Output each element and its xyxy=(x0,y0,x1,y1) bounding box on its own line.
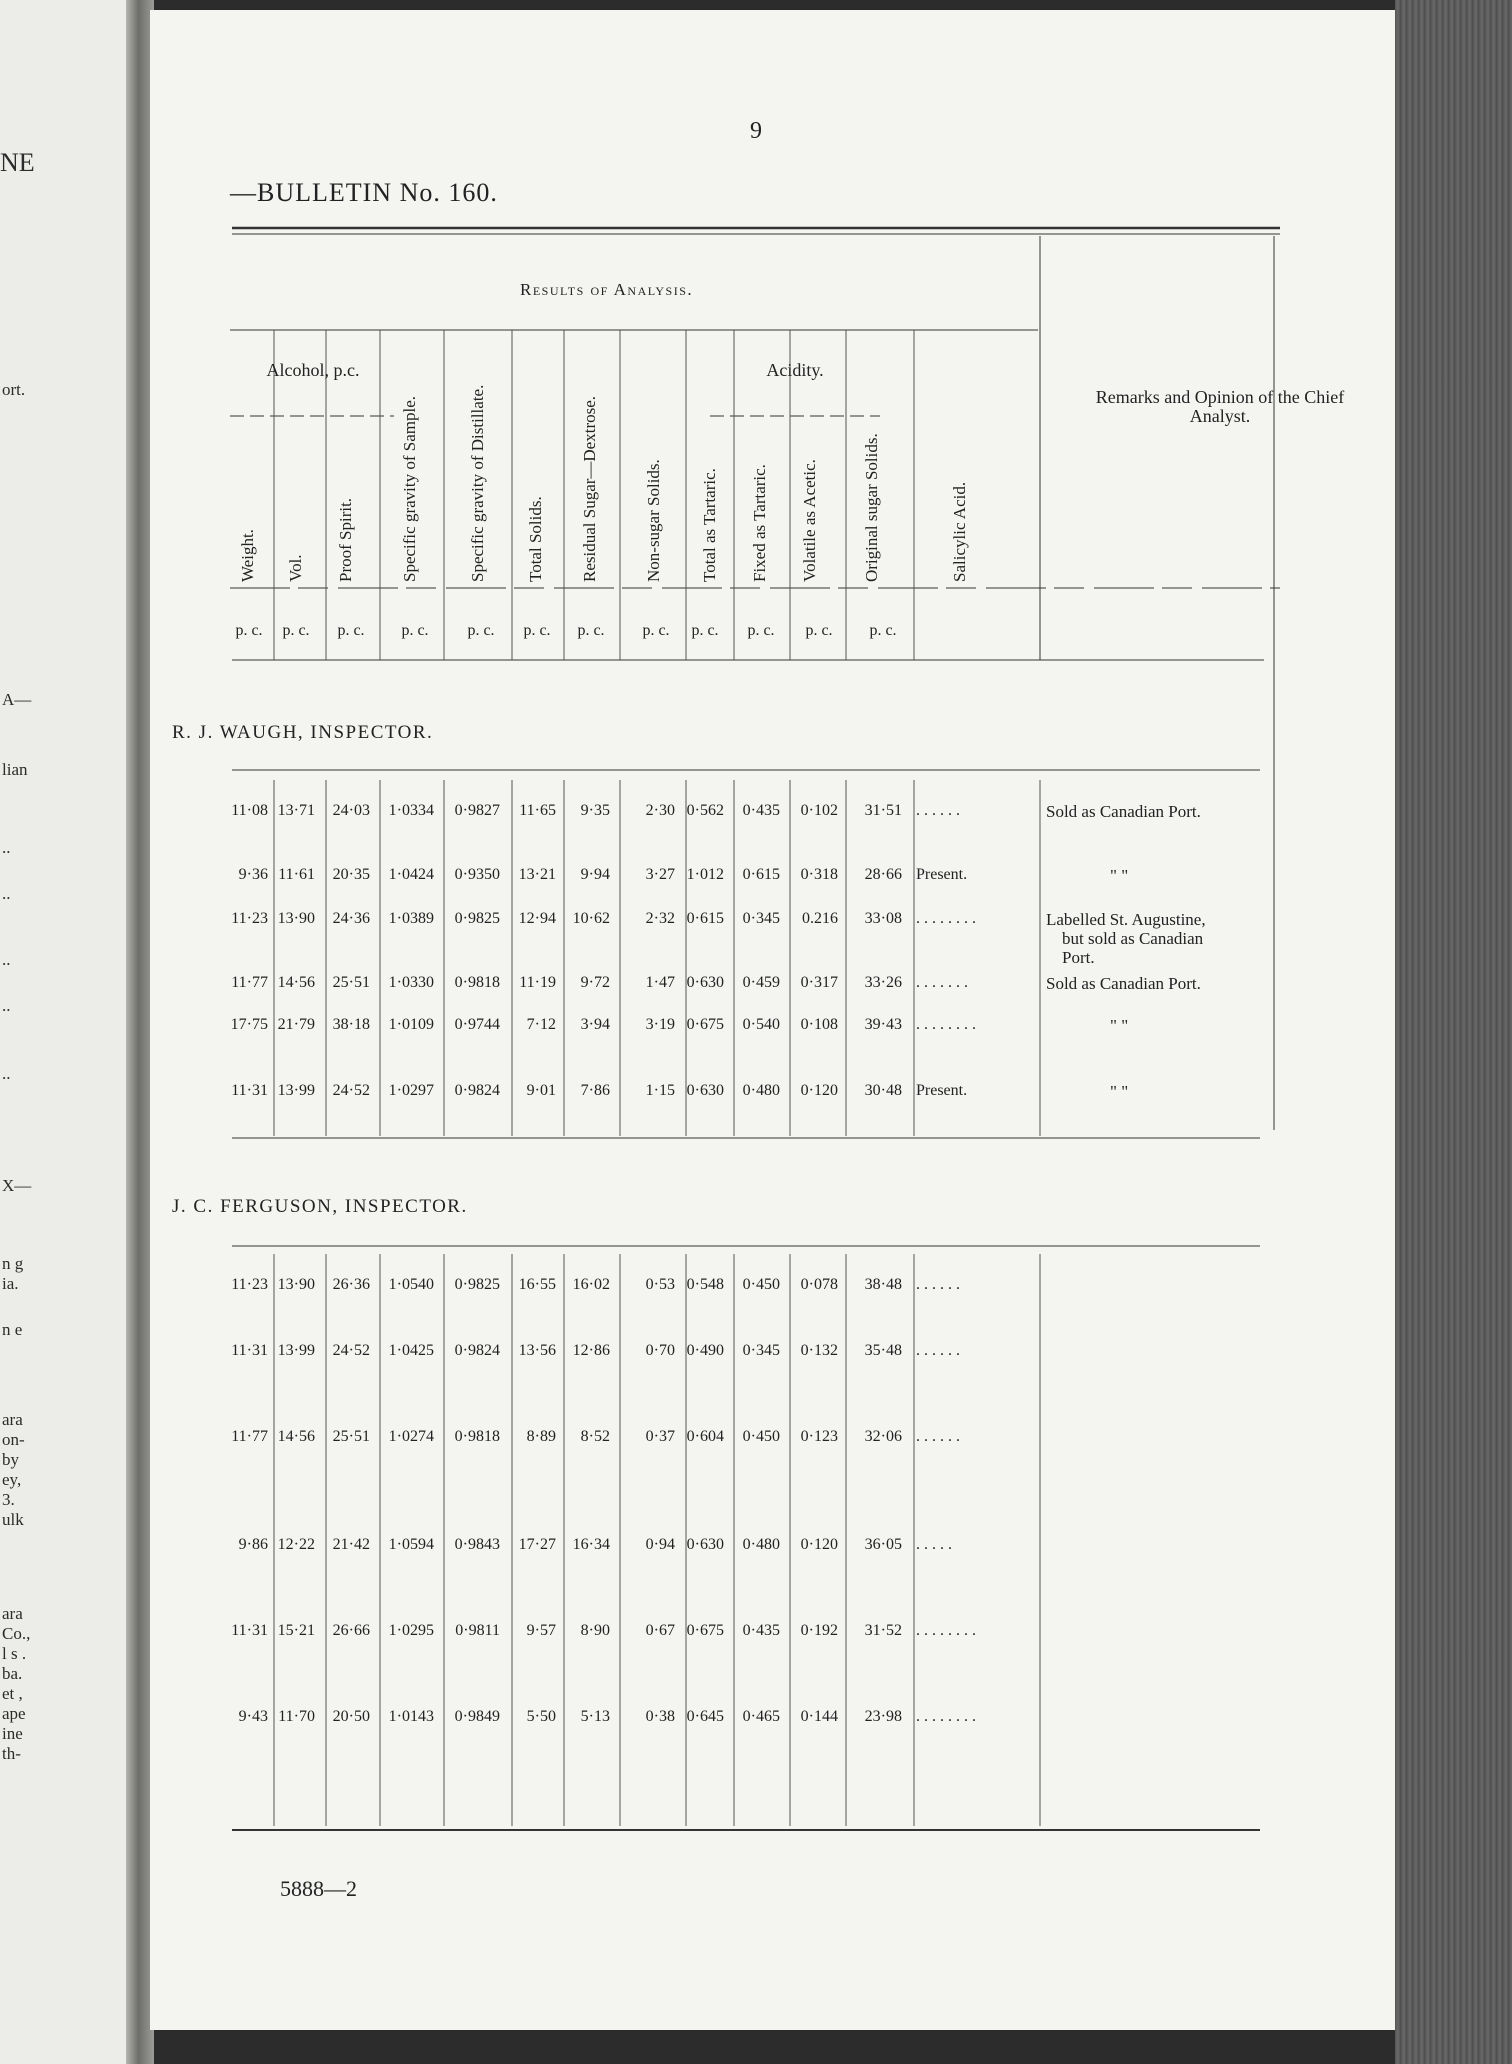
unit-label: p. c. xyxy=(747,622,775,639)
table-cell: 0·317 xyxy=(800,974,838,991)
table-cell: 9·36 xyxy=(238,866,268,883)
table-cell: 36·05 xyxy=(864,1536,902,1553)
table-cell: 21·42 xyxy=(332,1536,370,1553)
table-cell: 13·71 xyxy=(277,802,315,819)
table-cell: 33·08 xyxy=(864,910,902,927)
table-cell: 16·55 xyxy=(518,1276,556,1293)
left-page-fragment: ia. xyxy=(2,1274,19,1293)
table-cell: 24·52 xyxy=(332,1342,370,1359)
left-page-fragment: n e xyxy=(2,1320,23,1339)
remark-line: Port. xyxy=(1062,948,1095,967)
unit-label: p. c. xyxy=(282,622,310,639)
left-page-fragment: ulk xyxy=(2,1510,24,1529)
table-cell: 0·318 xyxy=(800,866,838,883)
table-cell: 15·21 xyxy=(277,1622,315,1639)
table-cell: 1·15 xyxy=(645,1082,675,1099)
document-page xyxy=(150,10,1395,2030)
unit-label: p. c. xyxy=(467,622,495,639)
table-cell: 14·56 xyxy=(277,1428,315,1445)
remark-line: but sold as Canadian xyxy=(1062,929,1204,948)
remark-line: " " xyxy=(1110,1016,1129,1035)
bulletin-title: —BULLETIN No. 160. xyxy=(230,178,498,207)
table-cell: 0·480 xyxy=(742,1536,780,1553)
column-header: Residual Sugar—Dextrose. xyxy=(580,395,599,582)
salicylic-acid-cell: . . . . . . xyxy=(916,1342,960,1359)
table-cell: 32·06 xyxy=(864,1428,902,1445)
table-cell: 17·27 xyxy=(518,1536,556,1553)
page-footer-signature: 5888—2 xyxy=(280,1876,357,1901)
table-cell: 0·37 xyxy=(645,1428,675,1445)
table-cell: 38·18 xyxy=(332,1016,370,1033)
table-cell: 1·0274 xyxy=(388,1428,434,1445)
left-page-fragment: .. xyxy=(2,996,11,1015)
remark-line: Sold as Canadian Port. xyxy=(1046,802,1201,821)
unit-label: p. c. xyxy=(523,622,551,639)
salicylic-acid-cell: . . . . . . . . xyxy=(916,1622,976,1639)
salicylic-acid-cell: Present. xyxy=(916,1082,968,1099)
table-cell: 11·31 xyxy=(231,1622,268,1639)
table-cell: 12·86 xyxy=(572,1342,610,1359)
table-cell: 14·56 xyxy=(277,974,315,991)
table-cell: 24·52 xyxy=(332,1082,370,1099)
unit-label: p. c. xyxy=(869,622,897,639)
table-cell: 0·615 xyxy=(742,866,780,883)
table-cell: 0·465 xyxy=(742,1708,780,1725)
column-header: Volatile as Acetic. xyxy=(800,459,819,582)
table-cell: 0·70 xyxy=(645,1342,675,1359)
table-cell: 5·50 xyxy=(526,1708,556,1725)
left-page-fragment: by xyxy=(2,1450,19,1469)
salicylic-acid-cell: . . . . . . xyxy=(916,1276,960,1293)
table-cell: 11·61 xyxy=(278,866,315,883)
table-cell: 0·630 xyxy=(686,1082,724,1099)
table-cell: 3·19 xyxy=(645,1016,675,1033)
table-cell: 24·03 xyxy=(332,802,370,819)
column-header: Specific gravity of Distillate. xyxy=(468,384,487,582)
left-page-fragment: NE xyxy=(0,148,35,177)
table-cell: 0·548 xyxy=(686,1276,724,1293)
column-header: Total as Tartaric. xyxy=(700,468,719,582)
table-cell: 1·0295 xyxy=(388,1622,434,1639)
table-cell: 13·90 xyxy=(277,910,315,927)
table-cell: 2·30 xyxy=(645,802,675,819)
column-header: Original sugar Solids. xyxy=(862,433,881,582)
table-cell: 0·9849 xyxy=(454,1708,500,1725)
table-cell: 0·9818 xyxy=(454,974,500,991)
table-cell: 0·9350 xyxy=(454,866,500,883)
left-page-fragment: .. xyxy=(2,838,11,857)
table-cell: 28·66 xyxy=(864,866,902,883)
table-cell: 5·13 xyxy=(580,1708,610,1725)
table-cell: 8·90 xyxy=(580,1622,610,1639)
left-page-fragment: ine xyxy=(2,1724,23,1743)
left-page-fragment: A— xyxy=(2,690,32,709)
table-cell: 12·22 xyxy=(277,1536,315,1553)
left-page-fragment: .. xyxy=(2,1064,11,1083)
table-cell: 9·35 xyxy=(580,802,610,819)
table-cell: 16·02 xyxy=(572,1276,610,1293)
left-page-fragment: on- xyxy=(2,1430,25,1449)
left-page-fragment: ape xyxy=(2,1704,26,1723)
table-cell: 0·9843 xyxy=(454,1536,500,1553)
results-of-analysis-title: Results of Analysis. xyxy=(520,280,694,299)
table-cell: 33·26 xyxy=(864,974,902,991)
table-cell: 1·012 xyxy=(686,866,724,883)
table-cell: 0·192 xyxy=(800,1622,838,1639)
column-header: Salicylic Acid. xyxy=(950,481,969,582)
table-cell: 0·450 xyxy=(742,1276,780,1293)
table-cell: 1·0425 xyxy=(388,1342,434,1359)
table-cell: 11·31 xyxy=(231,1082,268,1099)
table-cell: 0·9818 xyxy=(454,1428,500,1445)
table-cell: 1·0540 xyxy=(388,1276,434,1293)
table-cell: 30·48 xyxy=(864,1082,902,1099)
left-page-fragment: lian xyxy=(2,760,28,779)
table-cell: 1·47 xyxy=(645,974,675,991)
table-cell: 11·08 xyxy=(231,802,268,819)
left-page-fragment: ba. xyxy=(2,1664,23,1683)
table-cell: 9·86 xyxy=(238,1536,268,1553)
table-cell: 26·66 xyxy=(332,1622,370,1639)
table-cell: 31·51 xyxy=(864,802,902,819)
salicylic-acid-cell: Present. xyxy=(916,866,968,883)
table-cell: 1·0334 xyxy=(388,802,434,819)
table-cell: 0·94 xyxy=(645,1536,675,1553)
table-cell: 0·9824 xyxy=(454,1342,500,1359)
table-cell: 1·0424 xyxy=(388,866,434,883)
left-page-fragment: .. xyxy=(2,884,11,903)
remark-line: " " xyxy=(1110,1082,1129,1101)
table-cell: 0·53 xyxy=(645,1276,675,1293)
table-cell: 38·48 xyxy=(864,1276,902,1293)
table-cell: 3·27 xyxy=(645,866,675,883)
table-cell: 1·0297 xyxy=(388,1082,434,1099)
page-number: 9 xyxy=(750,118,762,144)
table-cell: 13·56 xyxy=(518,1342,556,1359)
table-cell: 20·50 xyxy=(332,1708,370,1725)
table-cell: 1·0594 xyxy=(388,1536,434,1553)
table-cell: 0·675 xyxy=(686,1016,724,1033)
table-cell: 26·36 xyxy=(332,1276,370,1293)
table-cell: 11·77 xyxy=(231,974,268,991)
unit-label: p. c. xyxy=(805,622,833,639)
table-cell: 8·52 xyxy=(580,1428,610,1445)
remark-line: " " xyxy=(1110,866,1129,885)
table-cell: 0·345 xyxy=(742,1342,780,1359)
table-cell: 13·21 xyxy=(518,866,556,883)
table-cell: 7·12 xyxy=(526,1016,556,1033)
table-cell: 9·72 xyxy=(580,974,610,991)
table-cell: 11·23 xyxy=(231,910,268,927)
column-header: Vol. xyxy=(286,554,305,582)
table-cell: 0·9824 xyxy=(454,1082,500,1099)
inspector-section-title: J. C. FERGUSON, INSPECTOR. xyxy=(172,1196,468,1217)
salicylic-acid-cell: . . . . . . . . xyxy=(916,1016,976,1033)
table-cell: 0·102 xyxy=(800,802,838,819)
table-cell: 0·67 xyxy=(645,1622,675,1639)
acidity-group-header: Acidity. xyxy=(766,360,824,380)
table-cell: 9·57 xyxy=(526,1622,556,1639)
table-cell: 1·0143 xyxy=(388,1708,434,1725)
table-cell: 24·36 xyxy=(332,910,370,927)
table-cell: 11·77 xyxy=(231,1428,268,1445)
table-cell: 0·078 xyxy=(800,1276,838,1293)
left-page-fragment: ey, xyxy=(2,1470,22,1489)
column-header: Fixed as Tartaric. xyxy=(750,464,769,582)
remarks-header: Remarks and Opinion of the Chief Analyst. xyxy=(1095,387,1345,426)
column-header: Proof Spirit. xyxy=(336,497,355,582)
table-cell: 2·32 xyxy=(645,910,675,927)
table-cell: 0·120 xyxy=(800,1536,838,1553)
table-cell: 11·31 xyxy=(231,1342,268,1359)
remark-line: Sold as Canadian Port. xyxy=(1046,974,1201,993)
table-cell: 1·0330 xyxy=(388,974,434,991)
table-cell: 0·604 xyxy=(686,1428,724,1445)
table-cell: 0·9825 xyxy=(454,1276,500,1293)
left-page-fragment: ara xyxy=(2,1604,23,1623)
table-cell: 35·48 xyxy=(864,1342,902,1359)
table-cell: 13·99 xyxy=(277,1342,315,1359)
left-page-fragment: Co., xyxy=(2,1624,31,1643)
table-cell: 0·675 xyxy=(686,1622,724,1639)
table-cell: 11·19 xyxy=(519,974,556,991)
left-page-fragment: ort. xyxy=(2,380,26,399)
table-cell: 16·34 xyxy=(572,1536,610,1553)
table-cell: 9·43 xyxy=(238,1708,268,1725)
table-cell: 11·23 xyxy=(231,1276,268,1293)
left-page-fragment: n g xyxy=(2,1254,24,1273)
table-cell: 13·90 xyxy=(277,1276,315,1293)
table-cell: 0·540 xyxy=(742,1016,780,1033)
alcohol-group-header: Alcohol, p.c. xyxy=(266,360,360,380)
left-page-fragment: 3. xyxy=(2,1490,15,1509)
table-cell: 0·630 xyxy=(686,1536,724,1553)
table-cell: 0·9811 xyxy=(455,1622,500,1639)
table-cell: 11·65 xyxy=(519,802,556,819)
salicylic-acid-cell: . . . . . . . xyxy=(916,974,968,991)
table-cell: 11·70 xyxy=(278,1708,315,1725)
table-cell: 23·98 xyxy=(864,1708,902,1725)
table-cell: 0·108 xyxy=(800,1016,838,1033)
table-cell: 13·99 xyxy=(277,1082,315,1099)
table-cell: 0·630 xyxy=(686,974,724,991)
table-cell: 0·9825 xyxy=(454,910,500,927)
table-cell: 0·450 xyxy=(742,1428,780,1445)
salicylic-acid-cell: . . . . . . xyxy=(916,1428,960,1445)
unit-label: p. c. xyxy=(235,622,263,639)
table-cell: 0·645 xyxy=(686,1708,724,1725)
table-cell: 17·75 xyxy=(230,1016,268,1033)
table-cell: 1·0109 xyxy=(388,1016,434,1033)
salicylic-acid-cell: . . . . . xyxy=(916,1536,952,1553)
table-cell: 25·51 xyxy=(332,974,370,991)
column-header: Specific gravity of Sample. xyxy=(400,395,419,582)
left-page-fragment: X— xyxy=(2,1176,32,1195)
table-cell: 0·480 xyxy=(742,1082,780,1099)
remark-line: Labelled St. Augustine, xyxy=(1046,910,1206,929)
unit-label: p. c. xyxy=(577,622,605,639)
table-cell: 25·51 xyxy=(332,1428,370,1445)
table-cell: 0·459 xyxy=(742,974,780,991)
table-cell: 39·43 xyxy=(864,1016,902,1033)
inspector-section-title: R. J. WAUGH, INSPECTOR. xyxy=(172,722,434,743)
table-cell: 0.216 xyxy=(802,910,838,927)
table-cell: 7·86 xyxy=(580,1082,610,1099)
right-page-stack-edge xyxy=(1395,0,1512,2064)
salicylic-acid-cell: . . . . . . xyxy=(916,802,960,819)
table-cell: 31·52 xyxy=(864,1622,902,1639)
table-cell: 20·35 xyxy=(332,866,370,883)
table-cell: 9·01 xyxy=(526,1082,556,1099)
left-page-fragment: .. xyxy=(2,950,11,969)
table-cell: 1·0389 xyxy=(388,910,434,927)
column-header: Non-sugar Solids. xyxy=(644,459,663,582)
column-header: Weight. xyxy=(238,529,257,582)
left-page-fragment: ara xyxy=(2,1410,23,1429)
unit-label: p. c. xyxy=(642,622,670,639)
unit-label: p. c. xyxy=(401,622,429,639)
left-page-fragment: l s . xyxy=(2,1644,27,1663)
table-cell: 0·490 xyxy=(686,1342,724,1359)
table-cell: 9·94 xyxy=(580,866,610,883)
unit-label: p. c. xyxy=(337,622,365,639)
table-cell: 0·562 xyxy=(686,802,724,819)
table-cell: 3·94 xyxy=(580,1016,610,1033)
table-cell: 0·9827 xyxy=(454,802,500,819)
table-cell: 0·345 xyxy=(742,910,780,927)
table-cell: 21·79 xyxy=(277,1016,315,1033)
table-cell: 0·38 xyxy=(645,1708,675,1725)
table-cell: 0·132 xyxy=(800,1342,838,1359)
table-cell: 0·435 xyxy=(742,802,780,819)
left-page-fragment: et , xyxy=(2,1684,23,1703)
table-cell: 0·615 xyxy=(686,910,724,927)
table-cell: 0·144 xyxy=(800,1708,838,1725)
left-page-fragment: th- xyxy=(2,1744,21,1763)
table-cell: 10·62 xyxy=(572,910,610,927)
table-cell: 0·120 xyxy=(800,1082,838,1099)
column-header: Total Solids. xyxy=(526,496,545,582)
salicylic-acid-cell: . . . . . . . . xyxy=(916,1708,976,1725)
table-cell: 0·435 xyxy=(742,1622,780,1639)
salicylic-acid-cell: . . . . . . . . xyxy=(916,910,976,927)
table-cell: 0·123 xyxy=(800,1428,838,1445)
table-cell: 8·89 xyxy=(526,1428,556,1445)
unit-label: p. c. xyxy=(691,622,719,639)
table-cell: 12·94 xyxy=(518,910,556,927)
table-cell: 0·9744 xyxy=(454,1016,500,1033)
